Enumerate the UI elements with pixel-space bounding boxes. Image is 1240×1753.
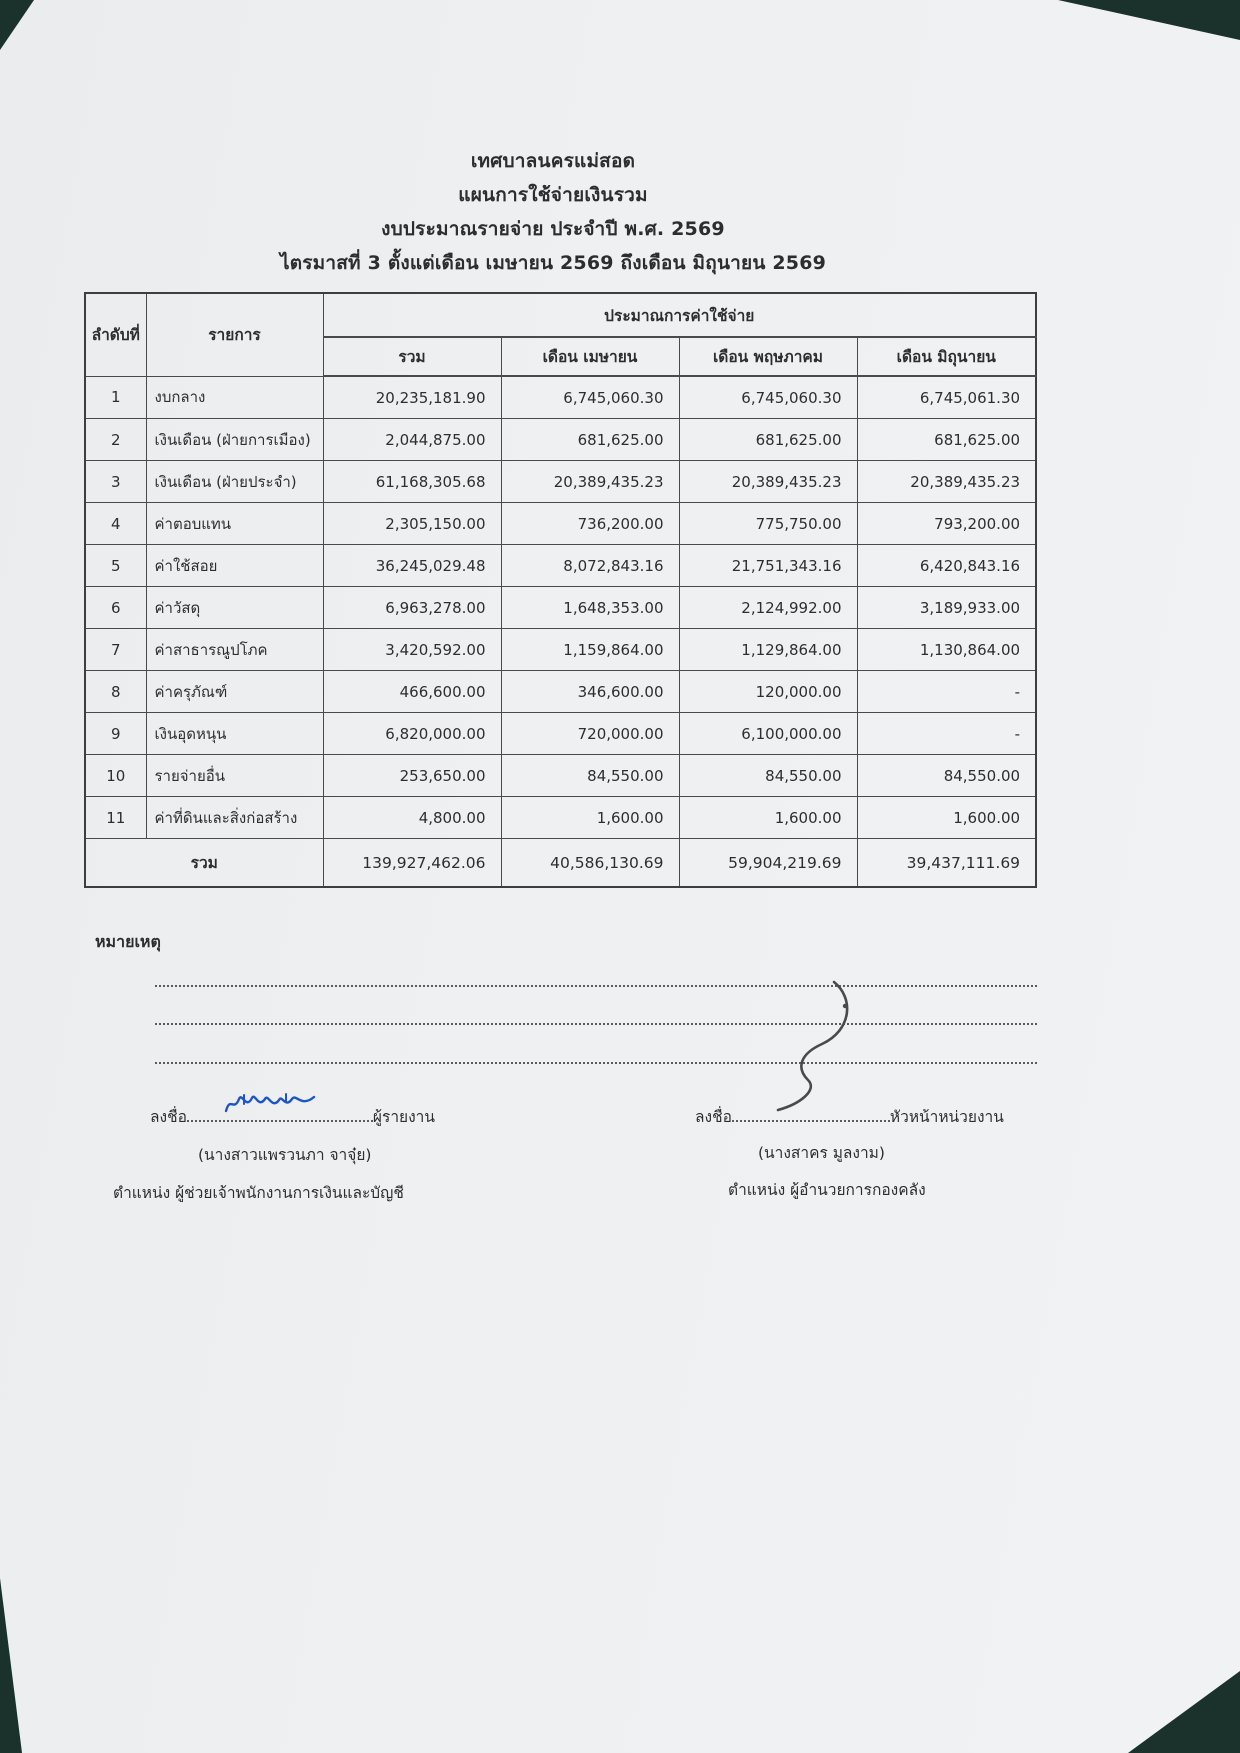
row-number: 8 bbox=[85, 671, 146, 713]
row-total: 6,820,000.00 bbox=[323, 713, 501, 755]
table-row bbox=[85, 671, 1036, 713]
row-june: 20,389,435.23 bbox=[857, 461, 1036, 503]
column-header-total: รวม bbox=[323, 337, 501, 376]
handwritten-signature-blue bbox=[222, 1088, 318, 1118]
row-item: ค่าใช้สอย bbox=[146, 545, 323, 587]
row-total: 6,963,278.00 bbox=[323, 587, 501, 629]
row-number: 6 bbox=[85, 587, 146, 629]
table-row bbox=[85, 503, 1036, 545]
row-item: เงินเดือน (ฝ่ายการเมือง) bbox=[146, 419, 323, 461]
row-may: 775,750.00 bbox=[679, 503, 857, 545]
row-item: เงินเดือน (ฝ่ายประจำ) bbox=[146, 461, 323, 503]
row-april: 346,600.00 bbox=[501, 671, 679, 713]
row-may: 6,100,000.00 bbox=[679, 713, 857, 755]
document-header bbox=[0, 150, 1106, 286]
notes-line-2 bbox=[155, 1023, 1037, 1025]
row-number: 10 bbox=[85, 755, 146, 797]
row-june: - bbox=[857, 671, 1036, 713]
notes-label: หมายเหตุ bbox=[95, 932, 161, 951]
row-total: 20,235,181.90 bbox=[323, 376, 501, 419]
row-june: 793,200.00 bbox=[857, 503, 1036, 545]
expenditure-table bbox=[84, 292, 1037, 888]
row-may: 21,751,343.16 bbox=[679, 545, 857, 587]
document-subtitle-plan: แผนการใช้จ่ายเงินรวม bbox=[458, 184, 648, 206]
sign-prefix-label: ลงชื่อ bbox=[695, 1108, 732, 1126]
row-item: ค่าวัสดุ bbox=[146, 587, 323, 629]
row-total: 253,650.00 bbox=[323, 755, 501, 797]
row-total: 36,245,029.48 bbox=[323, 545, 501, 587]
row-may: 84,550.00 bbox=[679, 755, 857, 797]
row-june: 1,130,864.00 bbox=[857, 629, 1036, 671]
row-june: 3,189,933.00 bbox=[857, 587, 1036, 629]
column-header-item: รายการ bbox=[146, 293, 323, 376]
grand-total-may: 59,904,219.69 bbox=[679, 839, 857, 888]
row-number: 5 bbox=[85, 545, 146, 587]
row-april: 20,389,435.23 bbox=[501, 461, 679, 503]
row-item: เงินอุดหนุน bbox=[146, 713, 323, 755]
row-june: 681,625.00 bbox=[857, 419, 1036, 461]
row-may: 2,124,992.00 bbox=[679, 587, 857, 629]
table-row bbox=[85, 797, 1036, 839]
scan-corner-top-left bbox=[0, 0, 34, 50]
head-name: (นางสาคร มูลงาม) bbox=[758, 1144, 885, 1162]
row-total: 4,800.00 bbox=[323, 797, 501, 839]
document-title: เทศบาลนครแม่สอด bbox=[470, 150, 636, 172]
table-row bbox=[85, 545, 1036, 587]
reporter-role-label: ผู้รายงาน bbox=[372, 1108, 435, 1126]
grand-total: 139,927,462.06 bbox=[323, 839, 501, 888]
row-may: 1,600.00 bbox=[679, 797, 857, 839]
row-april: 1,648,353.00 bbox=[501, 587, 679, 629]
row-total: 61,168,305.68 bbox=[323, 461, 501, 503]
row-may: 6,745,060.30 bbox=[679, 376, 857, 419]
row-april: 1,600.00 bbox=[501, 797, 679, 839]
row-number: 3 bbox=[85, 461, 146, 503]
row-may: 1,129,864.00 bbox=[679, 629, 857, 671]
row-number: 9 bbox=[85, 713, 146, 755]
row-number: 11 bbox=[85, 797, 146, 839]
row-april: 1,159,864.00 bbox=[501, 629, 679, 671]
sign-prefix-label: ลงชื่อ bbox=[150, 1108, 187, 1126]
table-row bbox=[85, 629, 1036, 671]
row-number: 4 bbox=[85, 503, 146, 545]
row-item: งบกลาง bbox=[146, 376, 323, 419]
row-item: ค่าสาธารณูปโภค bbox=[146, 629, 323, 671]
row-item: ค่าที่ดินและสิ่งก่อสร้าง bbox=[146, 797, 323, 839]
grand-total-june: 39,437,111.69 bbox=[857, 839, 1036, 888]
table-row bbox=[85, 713, 1036, 755]
scan-corner-bottom-left bbox=[0, 1578, 22, 1753]
row-june: 6,420,843.16 bbox=[857, 545, 1036, 587]
head-role-label: หัวหน้าหน่วยงาน bbox=[889, 1108, 1004, 1126]
table-row bbox=[85, 461, 1036, 503]
row-april: 681,625.00 bbox=[501, 419, 679, 461]
row-april: 6,745,060.30 bbox=[501, 376, 679, 419]
row-april: 84,550.00 bbox=[501, 755, 679, 797]
table-row bbox=[85, 587, 1036, 629]
row-total: 2,305,150.00 bbox=[323, 503, 501, 545]
row-june: - bbox=[857, 713, 1036, 755]
row-item: รายจ่ายอื่น bbox=[146, 755, 323, 797]
grand-total-april: 40,586,130.69 bbox=[501, 839, 679, 888]
row-total: 466,600.00 bbox=[323, 671, 501, 713]
reporter-position: ตำแหน่ง ผู้ช่วยเจ้าพนักงานการเงินและบัญชี bbox=[113, 1184, 404, 1202]
row-may: 120,000.00 bbox=[679, 671, 857, 713]
table-footer-row bbox=[85, 839, 1036, 888]
row-may: 681,625.00 bbox=[679, 419, 857, 461]
row-april: 720,000.00 bbox=[501, 713, 679, 755]
table-row bbox=[85, 376, 1036, 419]
row-number: 2 bbox=[85, 419, 146, 461]
scan-corner-top-right bbox=[1058, 0, 1240, 40]
grand-total-label: รวม bbox=[85, 839, 323, 888]
head-position: ตำแหน่ง ผู้อำนวยการกองคลัง bbox=[728, 1181, 926, 1199]
column-header-june: เดือน มิถุนายน bbox=[857, 337, 1036, 376]
table-row bbox=[85, 419, 1036, 461]
row-item: ค่าครุภัณฑ์ bbox=[146, 671, 323, 713]
row-may: 20,389,435.23 bbox=[679, 461, 857, 503]
table-row bbox=[85, 755, 1036, 797]
handwritten-signature-dark bbox=[748, 972, 878, 1117]
row-number: 7 bbox=[85, 629, 146, 671]
scan-corner-bottom-right bbox=[1128, 1671, 1240, 1753]
document-subtitle-quarter: ไตรมาสที่ 3 ตั้งแต่เดือน เมษายน 2569 ถึงเดือน มิถุนายน 2569 bbox=[279, 252, 827, 274]
column-header-estimate-span: ประมาณการค่าใช้จ่าย bbox=[323, 293, 1036, 337]
table-header-row-1 bbox=[85, 293, 1036, 337]
column-header-may: เดือน พฤษภาคม bbox=[679, 337, 857, 376]
row-june: 84,550.00 bbox=[857, 755, 1036, 797]
document-subtitle-budget-year: งบประมาณรายจ่าย ประจำปี พ.ศ. 2569 bbox=[381, 218, 725, 240]
row-april: 736,200.00 bbox=[501, 503, 679, 545]
notes-line-3 bbox=[155, 1062, 1037, 1064]
reporter-name: (นางสาวแพรวนภา จาจุ๋ย) bbox=[198, 1146, 372, 1164]
row-item: ค่าตอบแทน bbox=[146, 503, 323, 545]
notes-line-1 bbox=[155, 985, 1037, 987]
row-number: 1 bbox=[85, 376, 146, 419]
row-june: 1,600.00 bbox=[857, 797, 1036, 839]
row-june: 6,745,061.30 bbox=[857, 376, 1036, 419]
column-header-april: เดือน เมษายน bbox=[501, 337, 679, 376]
row-april: 8,072,843.16 bbox=[501, 545, 679, 587]
column-header-order: ลำดับที่ bbox=[85, 293, 146, 376]
row-total: 2,044,875.00 bbox=[323, 419, 501, 461]
row-total: 3,420,592.00 bbox=[323, 629, 501, 671]
